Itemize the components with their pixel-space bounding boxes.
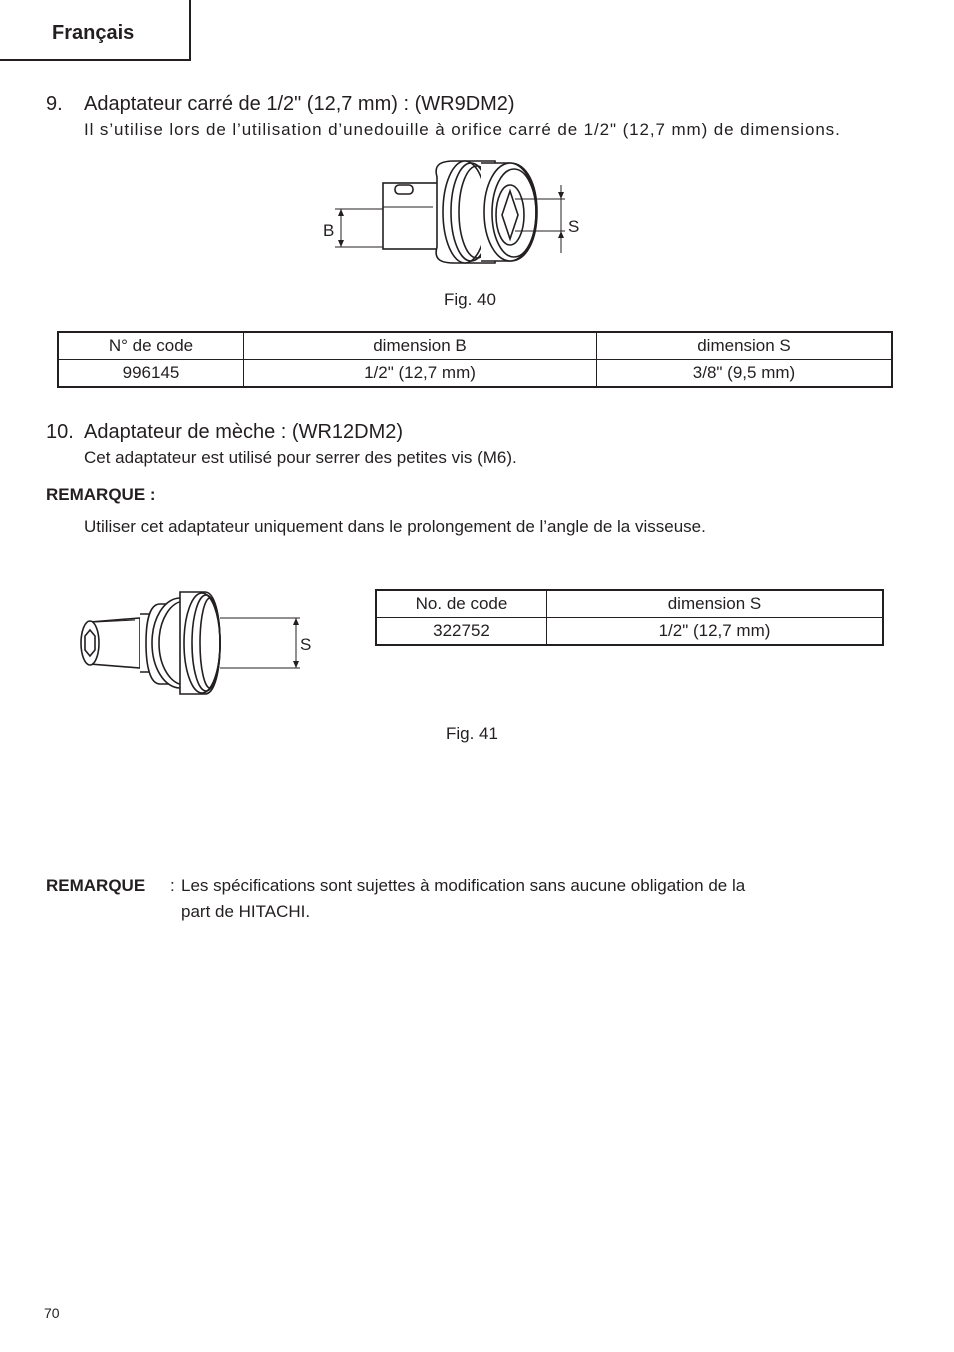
table-header-cell: No. de code xyxy=(376,590,547,618)
section9-description: Il s’utilise lors de l’utilisation d’unedouille à orifice carré de 1/2" (12,7 mm) de dimensions. xyxy=(84,120,841,139)
table-header-cell: dimension S xyxy=(547,590,884,618)
footer-note-separator: : xyxy=(170,876,175,895)
dimension-b-label: B xyxy=(323,221,335,240)
language-tab xyxy=(0,0,191,61)
section9-spec-table xyxy=(57,331,893,388)
table-cell: 1/2" (12,7 mm) xyxy=(244,360,597,388)
section9-title: Adaptateur carré de 1/2" (12,7 mm) : (WR9DM2) xyxy=(84,93,515,115)
section10-note-label: REMARQUE : xyxy=(46,485,156,504)
section10-spec-table xyxy=(375,589,884,646)
section10-title: Adaptateur de mèche : (WR12DM2) xyxy=(84,421,404,443)
dimension-s-label: S xyxy=(568,217,580,236)
table-row xyxy=(376,618,883,646)
section9-number: 9. xyxy=(46,93,63,115)
figure-40-caption: Fig. 40 xyxy=(444,290,496,309)
table-header-cell: dimension B xyxy=(244,332,597,360)
table-header-cell: N° de code xyxy=(58,332,244,360)
table-header-cell: dimension S xyxy=(597,332,893,360)
section10-description: Cet adaptateur est utilisé pour serrer des petites vis (M6). xyxy=(84,448,517,467)
table-cell: 322752 xyxy=(376,618,547,646)
section10-note-text: Utiliser cet adaptateur uniquement dans le prolongement de l’angle de la visseuse. xyxy=(84,517,706,536)
figure-41-caption: Fig. 41 xyxy=(446,724,498,743)
table-cell: 996145 xyxy=(58,360,244,388)
retaining-hole xyxy=(395,185,413,194)
table-header-row xyxy=(376,590,883,618)
footer-note-text-line2: part de HITACHI. xyxy=(181,902,311,921)
section10-number: 10. xyxy=(46,421,74,443)
language-tab-label: Français xyxy=(52,22,135,44)
table-cell: 1/2" (12,7 mm) xyxy=(547,618,884,646)
table-cell: 3/8" (9,5 mm) xyxy=(597,360,893,388)
dimension-s-label: S xyxy=(300,635,312,654)
figure-40-drawing xyxy=(315,155,595,270)
footer-note-label: REMARQUE xyxy=(46,876,146,895)
table-header-row xyxy=(58,332,892,360)
figure-41-drawing xyxy=(70,580,330,700)
table-row xyxy=(58,360,892,388)
page-number: 70 xyxy=(44,1305,60,1321)
footer-note-text-line1: Les spécifications sont sujettes à modification sans aucune obligation de la xyxy=(181,876,746,895)
